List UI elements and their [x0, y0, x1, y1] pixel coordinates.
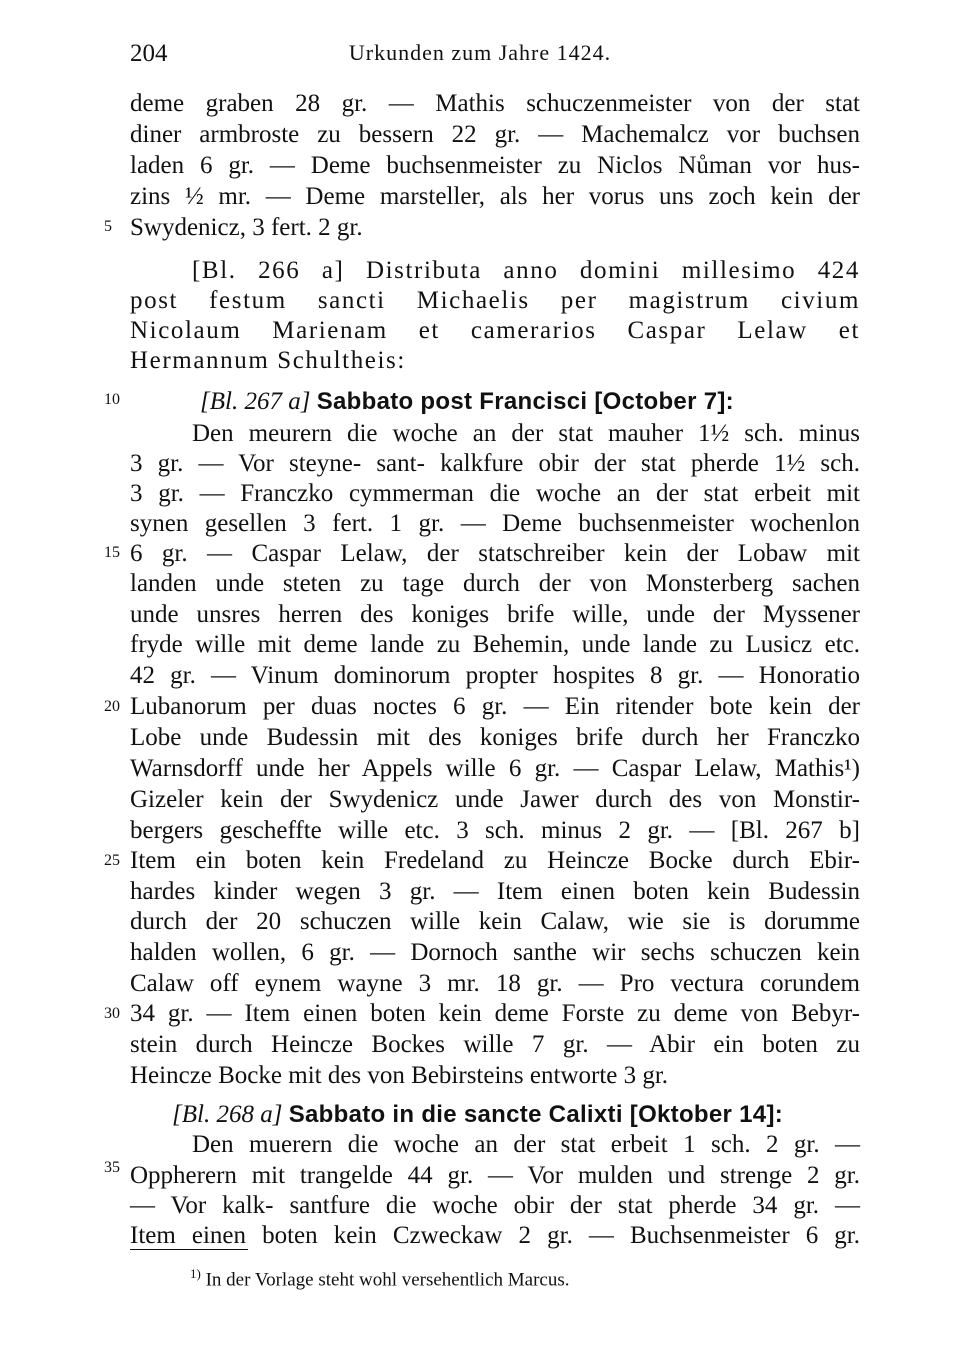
- footnote-rule: [130, 1249, 248, 1250]
- text-line: hardes kinder wegen 3 gr. — Item einen boten kein Budessin: [130, 878, 860, 905]
- text-line: Lobe unde Budessin mit des koniges brife durch her Franczko: [130, 724, 860, 751]
- text-line: Item ein boten kein Fredeland zu Heincze Bocke durch Ebir-: [130, 847, 860, 874]
- line-number: 20: [104, 698, 120, 715]
- running-head: Urkunden zum Jahre 1424.: [348, 40, 612, 65]
- line-number: 15: [104, 544, 120, 561]
- heading-title: Sabbato in die sancte Calixti [Oktober 14]:: [288, 1101, 784, 1128]
- text-line: Oppherern mit trangelde 44 gr. — Vor mulden und strenge 2 gr.: [130, 1162, 860, 1189]
- line-number: 30: [104, 1005, 120, 1022]
- folio-ref: [Bl. 267 a]: [200, 388, 311, 415]
- text-line: Item einen boten kein Czweckaw 2 gr. — Buchsenmeister 6 gr.: [130, 1222, 860, 1249]
- text-line: — Vor kalk- santfure die woche obir der stat pherde 34 gr. —: [130, 1192, 860, 1219]
- line-number: 35: [104, 1159, 120, 1176]
- text-line: Calaw off eynem wayne 3 mr. 18 gr. — Pro vectura corundem: [130, 970, 860, 997]
- text-line: bergers gescheffte wille etc. 3 sch. minus 2 gr. — [Bl. 267 b]: [130, 817, 860, 844]
- footnote-mark: 1): [190, 1266, 201, 1281]
- heading-title: Sabbato post Francisci [October 7]:: [316, 388, 734, 415]
- text-line: 42 gr. — Vinum dominorum propter hospites 8 gr. — Honoratio: [130, 662, 860, 689]
- text-line: Swydenicz, 3 fert. 2 gr.: [130, 214, 363, 241]
- text-line: laden 6 gr. — Deme buchsenmeister zu Niclos Nůman vor hus-: [130, 152, 860, 179]
- text-line: 3 gr. — Franczko cymmerman die woche an der stat erbeit mit: [130, 480, 860, 507]
- text-line: synen gesellen 3 fert. 1 gr. — Deme buchsenmeister wochenlon: [130, 510, 860, 537]
- text-line: 3 gr. — Vor steyne- sant- kalkfure obir der stat pherde 1½ sch.: [130, 450, 860, 477]
- section-heading: [200, 387, 860, 417]
- text-line: unde unsres herren des koniges brife wille, unde der Myssener: [130, 601, 860, 628]
- text-line: Den muerern die woche an der stat erbeit 1 sch. 2 gr. —: [192, 1131, 860, 1158]
- footnote: [190, 1262, 570, 1292]
- text-line: fryde wille mit deme lande zu Behemin, unde lande zu Lusicz etc.: [130, 631, 860, 658]
- text-line: landen unde steten zu tage durch der von Monsterberg sachen: [130, 570, 860, 597]
- page-number: 204: [130, 40, 168, 67]
- text-line: Den meurern die woche an der stat mauher 1½ sch. minus: [192, 420, 860, 447]
- text-line: Lubanorum per duas noctes 6 gr. — Ein ritender bote kein der: [130, 693, 860, 720]
- text-line: zins ½ mr. — Deme marsteller, als her vorus uns zoch kein der: [130, 183, 860, 210]
- text-line: post festum sancti Michaelis per magistrum civium: [130, 287, 860, 314]
- section-heading: [172, 1100, 860, 1130]
- text-line: stein durch Heincze Bockes wille 7 gr. — Abir ein boten zu: [130, 1031, 860, 1058]
- footnote-text: In der Vorlage steht wohl versehentlich Marcus.: [205, 1269, 570, 1291]
- text-line: deme graben 28 gr. — Mathis schuczenmeister von der stat: [130, 90, 860, 117]
- text-line: [Bl. 266 a] Distributa anno domini millesimo 424: [192, 257, 860, 284]
- text-line: Hermannum Schultheis:: [130, 347, 406, 374]
- line-number: 5: [104, 218, 112, 235]
- text-line: Heincze Bocke mit des von Bebirsteins entworte 3 gr.: [130, 1062, 669, 1089]
- text-line: durch der 20 schuczen wille kein Calaw, wie sie is dorumme: [130, 908, 860, 935]
- text-line: 6 gr. — Caspar Lelaw, der statschreiber kein der Lobaw mit: [130, 540, 860, 567]
- text-line: Nicolaum Marienam et camerarios Caspar Lelaw et: [130, 317, 860, 344]
- text-line: Warnsdorff unde her Appels wille 6 gr. — Caspar Lelaw, Mathis¹): [130, 755, 860, 782]
- text-line: 34 gr. — Item einen boten kein deme Forste zu deme von Bebyr-: [130, 1000, 860, 1027]
- line-number: 25: [104, 852, 120, 869]
- line-number: 10: [104, 391, 120, 408]
- text-line: diner armbroste zu bessern 22 gr. — Machemalcz vor buchsen: [130, 121, 860, 148]
- text-line: halden wollen, 6 gr. — Dornoch santhe wir sechs schuczen kein: [130, 939, 860, 966]
- text-line: Gizeler kein der Swydenicz unde Jawer durch des von Monstir-: [130, 786, 860, 813]
- folio-ref: [Bl. 268 a]: [172, 1101, 283, 1128]
